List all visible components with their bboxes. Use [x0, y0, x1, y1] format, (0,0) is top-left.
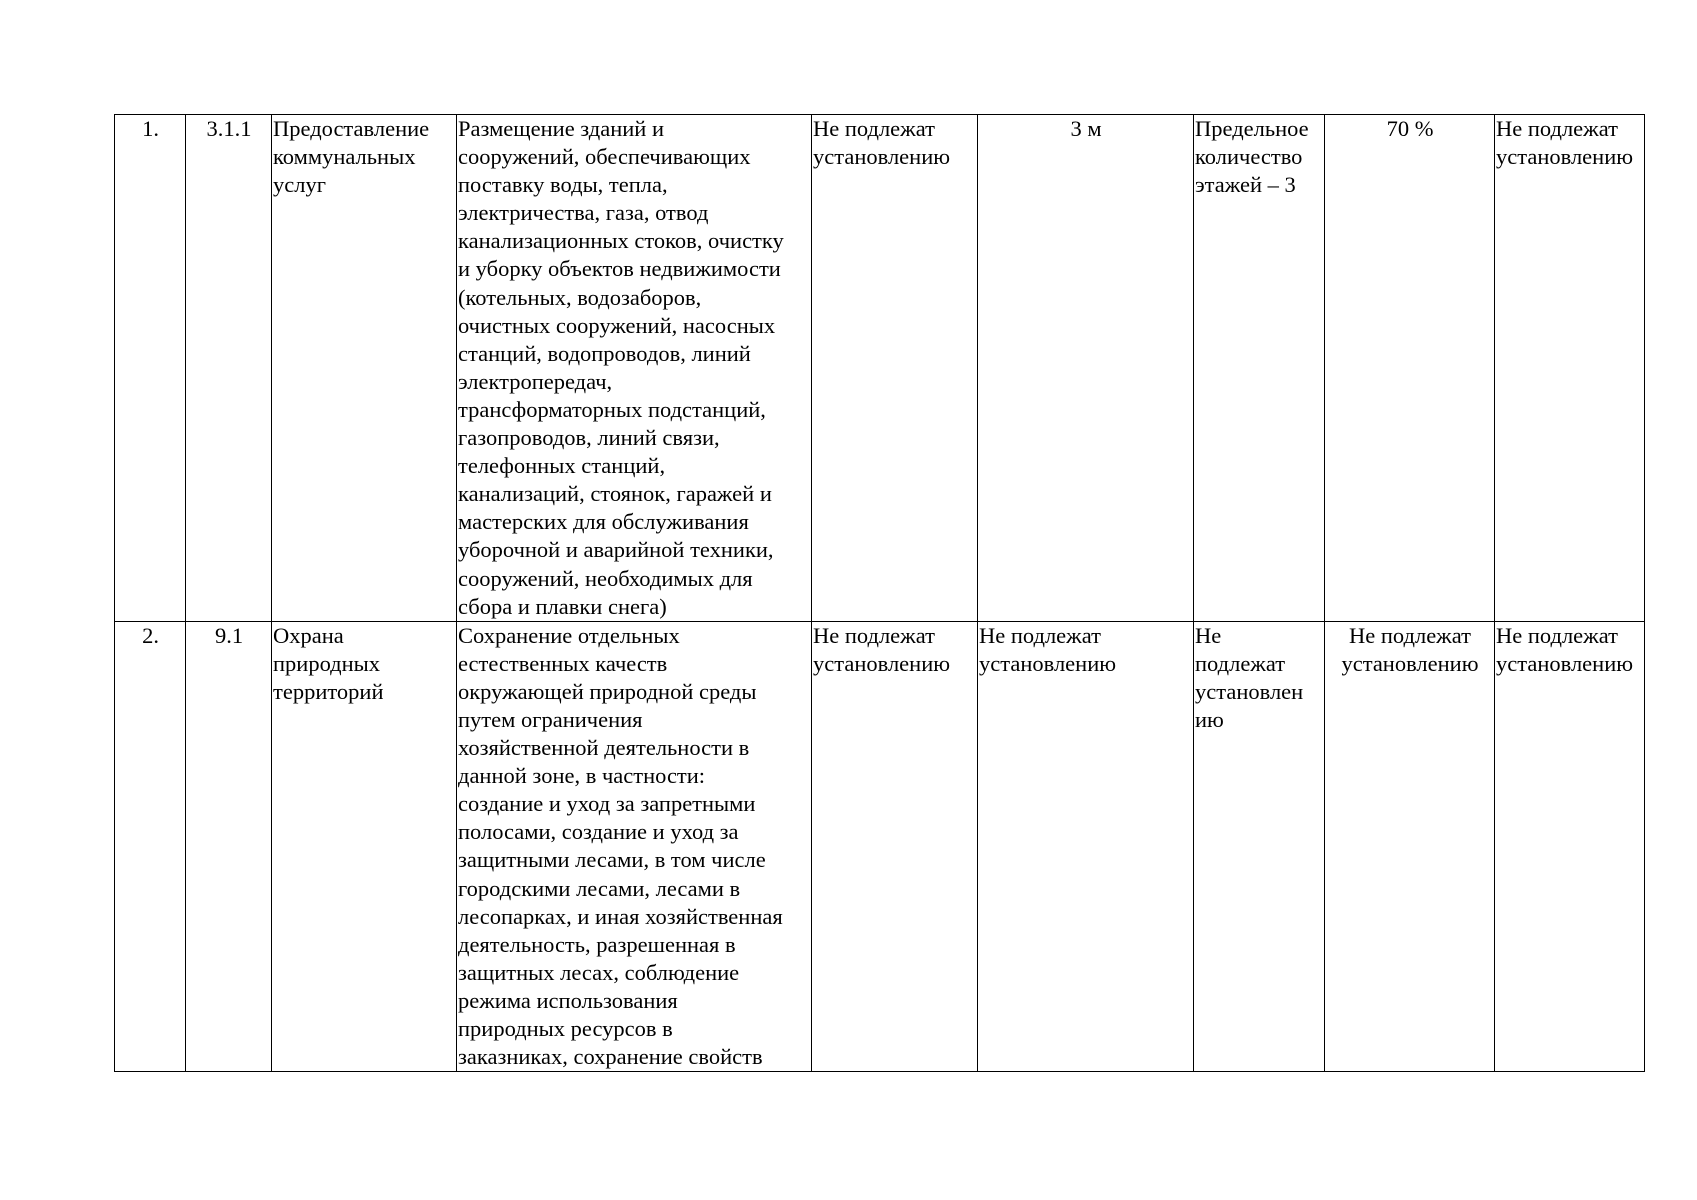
description-cell — [457, 115, 812, 622]
table-row — [115, 115, 1645, 622]
param-value-8: Не подлежат установлению — [1341, 622, 1479, 676]
param-value-5: Не подлежат установлению — [813, 116, 951, 170]
param-cell-6 — [978, 115, 1194, 622]
param-cell-9 — [1495, 115, 1645, 622]
use-code: 3.1.1 — [206, 116, 252, 141]
row-number-cell — [115, 621, 186, 1072]
code-cell — [186, 621, 272, 1072]
use-description: Размещение зданий и сооружений, обеспечивающих поставку воды, тепла, электричества, газа, отвод канализационных стоков, очистку и уборку объектов недвижимости (котельных, водозаборов, очистных сооружений, насосных станций, водопроводов, линий электропередач, трансформаторных подстанций, газопроводов, линий связи, телефонных станций, канализаций, стоянок, гаражей и мастерских для обслуживания уборочной и аварийной техники, сооружений, необходимых для сбора и плавки снега) — [458, 116, 784, 619]
row-number-cell — [115, 115, 186, 622]
use-name: Охрана природных территорий — [273, 622, 384, 704]
param-value-5: Не подлежат установлению — [813, 622, 951, 676]
param-value-7: Предельное количество этажей – 3 — [1195, 116, 1309, 198]
land-use-table — [114, 114, 1645, 1072]
param-cell-8 — [1325, 115, 1495, 622]
code-cell — [186, 115, 272, 622]
description-cell — [457, 621, 812, 1072]
param-cell-6 — [978, 621, 1194, 1072]
use-code: 9.1 — [214, 622, 244, 648]
param-value-6: Не подлежат установлению — [979, 622, 1117, 676]
param-value-6: 3 м — [1070, 116, 1102, 141]
param-cell-9 — [1495, 621, 1645, 1072]
param-cell-8 — [1325, 621, 1495, 1072]
param-cell-5 — [812, 115, 978, 622]
use-name-cell — [272, 115, 457, 622]
use-name-cell — [272, 621, 457, 1072]
row-number: 1. — [142, 116, 159, 141]
param-cell-7 — [1194, 115, 1325, 622]
table-row — [115, 621, 1645, 1072]
param-value-9: Не подлежат установлению — [1496, 622, 1634, 676]
row-number: 2. — [142, 622, 159, 648]
param-cell-7 — [1194, 621, 1325, 1072]
use-name: Предоставление коммунальных услуг — [273, 116, 430, 198]
param-value-8: 70 % — [1386, 116, 1434, 141]
param-value-9: Не подлежат установлению — [1496, 116, 1634, 170]
param-value-7: Не подлежат установлен ию — [1195, 622, 1304, 732]
use-description: Сохранение отдельных естественных качеств окружающей природной среды путем ограничения хозяйственной деятельности в данной зоне, в частности: создание и уход за запретными полосами, создание и уход за защитными лесами, в том числе городскими лесами, лесами в лесопарках, и иная хозяйственная деятельность, разрешенная в защитных лесах, соблюдение режима использования природных ресурсов в заказниках, сохранение свойств — [458, 622, 783, 1070]
param-cell-5 — [812, 621, 978, 1072]
